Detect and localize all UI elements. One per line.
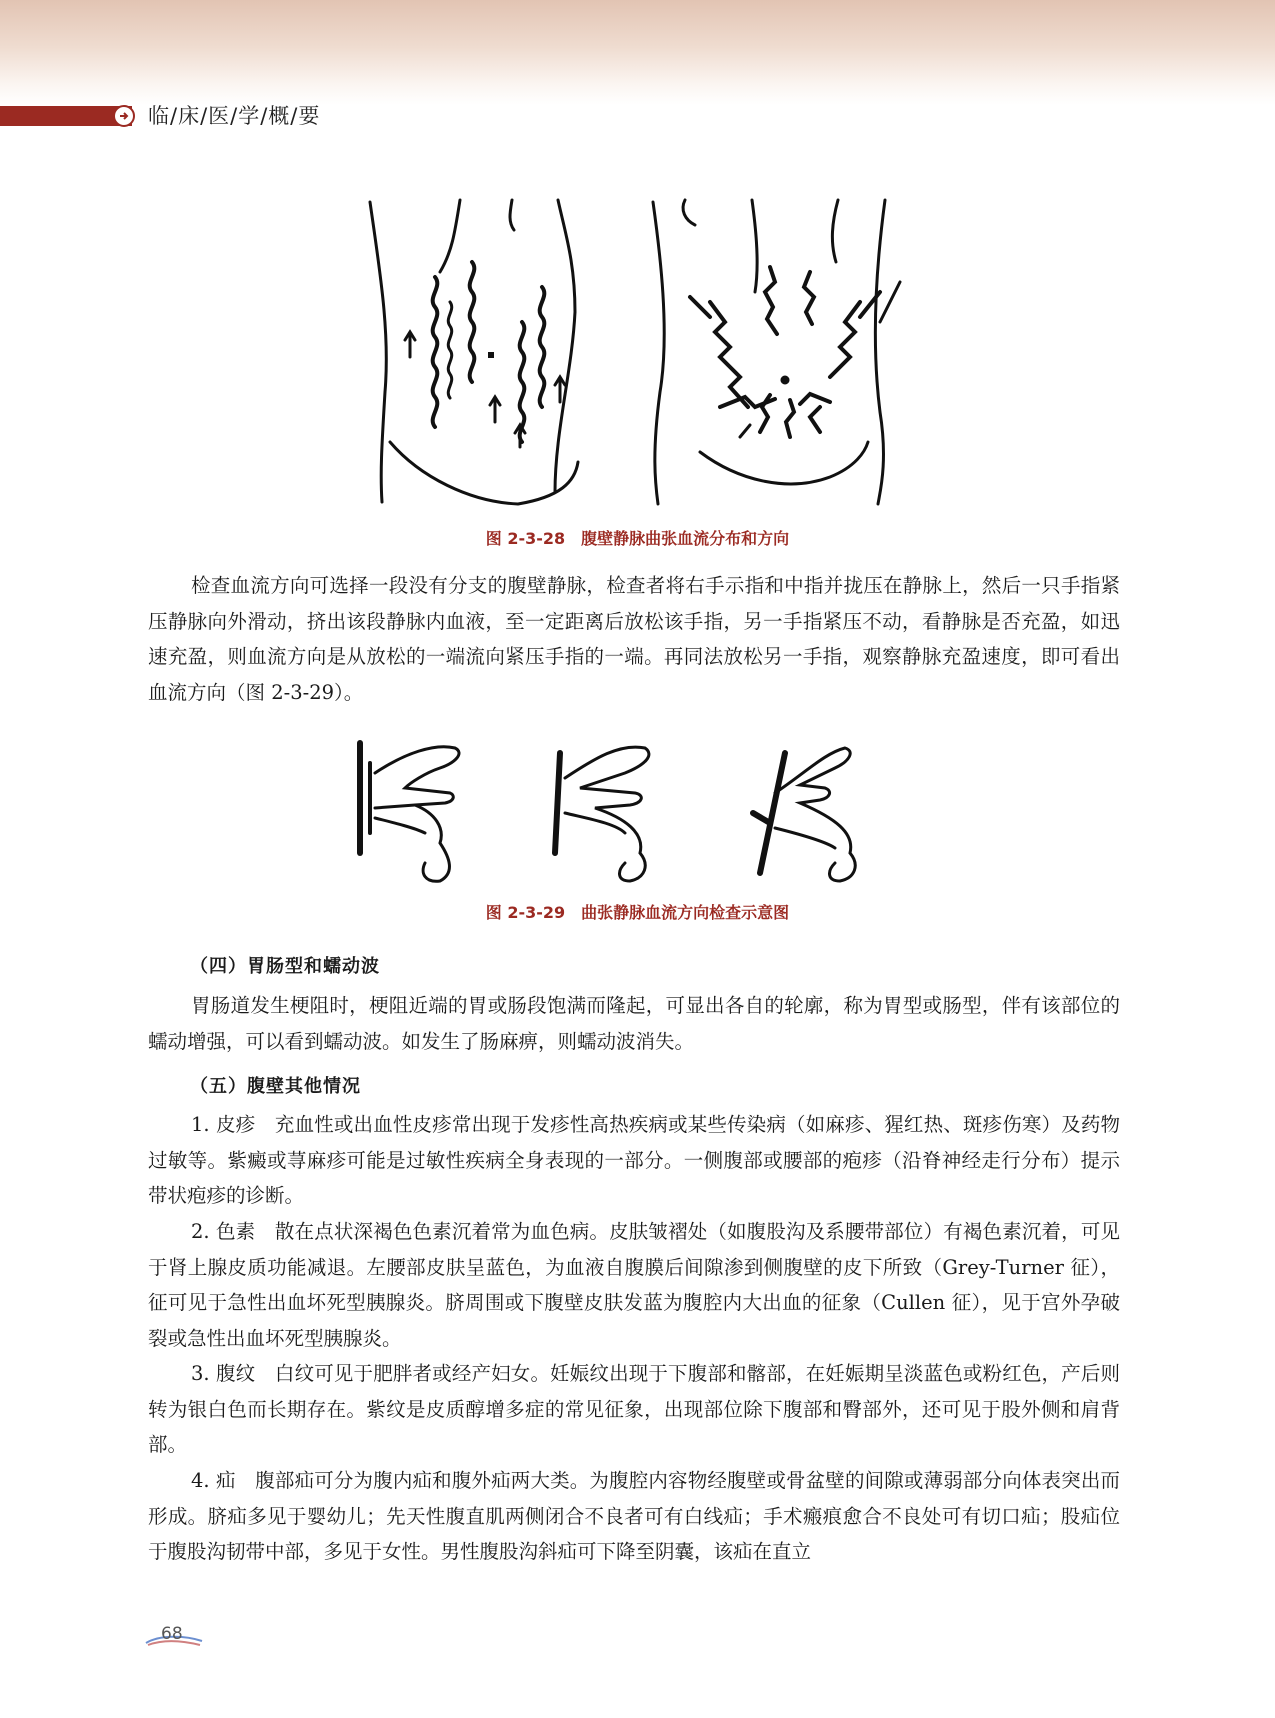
book-title: 临/床/医/学/概/要	[148, 104, 321, 128]
paragraph: 胃肠道发生梗阻时，梗阻近端的胃或肠段饱满而隆起，可显出各自的轮廓，称为胃型或肠型，伴有该部位的蠕动增强，可以看到蠕动波。如发生了肠麻痹，则蠕动波消失。	[148, 994, 1120, 1053]
figure-caption: 图 2-3-28 腹壁静脉曲张血流分布和方向	[485, 529, 790, 548]
paragraph: 1. 皮疹 充血性或出血性皮疹常出现于发疹性高热疾病或某些传染病（如麻疹、猩红热、斑疹伤寒）及药物过敏等。紫癜或荨麻疹可能是过敏性疾病全身表现的一部分。一侧腹部或腰部的疱疹（沿脊神经走行分布）提示带状疱疹的诊断。	[148, 1113, 1120, 1207]
figure-abdominal-veins	[360, 192, 905, 510]
paragraph: 3. 腹纹 白纹可见于肥胖者或经产妇女。妊娠纹出现于下腹部和髂部，在妊娠期呈淡蓝色或粉红色，产后则转为银白色而长期存在。紫纹是皮质醇增多症的常见征象，出现部位除下腹部和臀部外，还可见于股外侧和肩背部。	[148, 1362, 1120, 1456]
page-number: 68	[161, 1624, 183, 1644]
section-heading: （四）胃肠型和蠕动波	[190, 956, 380, 977]
figure-caption: 图 2-3-29 曲张静脉血流方向检查示意图	[485, 903, 790, 922]
paragraph: 2. 色素 散在点状深褐色色素沉着常为血色病。皮肤皱褶处（如腹股沟及系腰带部位）有褐色素沉着，可见于肾上腺皮质功能减退。左腰部皮肤呈蓝色，为血液自腹膜后间隙渗到侧腹壁的皮下所致（Grey-Turner 征），征可见于急性出血坏死型胰腺炎。脐周围或下腹壁皮肤发蓝为腹腔内大出血的征象（Cullen 征），见于宫外孕破裂或急性出血坏死型胰腺炎。	[148, 1220, 1120, 1350]
paragraph: 检查血流方向可选择一段没有分支的腹壁静脉，检查者将右手示指和中指并拢压在静脉上，然后一只手指紧压静脉向外滑动，挤出该段静脉内血液，至一定距离后放松该手指，另一手指紧压不动，看静脉是否充盈，如迅速充盈，则血流方向是从放松的一端流向紧压手指的一端。再同法放松另一手指，观察静脉充盈速度，即可看出血流方向（图 2-3-29）。	[148, 574, 1120, 704]
paragraph: 4. 疝 腹部疝可分为腹内疝和腹外疝两大类。为腹腔内容物经腹壁或骨盆壁的间隙或薄弱部分向体表突出而形成。脐疝多见于婴幼儿；先天性腹直肌两侧闭合不良者可有白线疝；手术瘢痕愈合不良处可有切口疝；股疝位于腹股沟韧带中部，多见于女性。男性腹股沟斜疝可下降至阴囊，该疝在直立	[148, 1469, 1120, 1563]
section-heading: （五）腹壁其他情况	[190, 1076, 361, 1097]
header-band	[0, 0, 1275, 105]
arrow-right-icon	[113, 105, 135, 127]
figure-vein-flow-test	[355, 733, 920, 885]
